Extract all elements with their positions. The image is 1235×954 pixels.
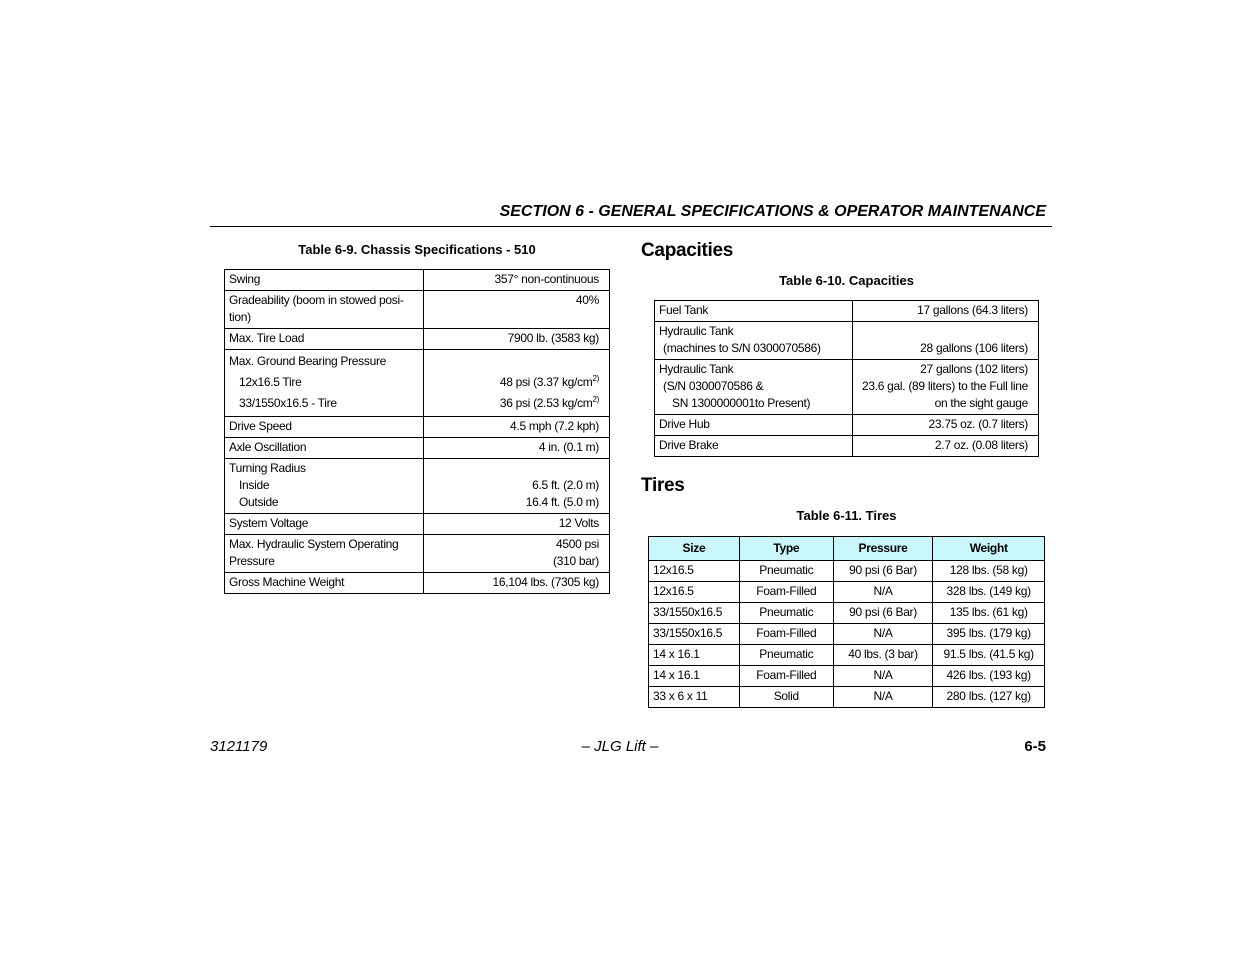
tire-pressure: N/A [833, 666, 933, 687]
row-value: 12 Volts [423, 514, 610, 535]
table-row [649, 666, 1045, 687]
row-label [225, 459, 424, 514]
row-value: 28 gallons (106 liters) [852, 322, 1038, 360]
tire-pressure: 40 lbs. (3 bar) [833, 645, 933, 666]
row-sublabel: Outside [239, 495, 279, 509]
row-label [225, 535, 424, 573]
row-sublabel: 33/1550x16.5 - Tire [239, 396, 337, 410]
row-label: Swing [225, 270, 424, 291]
tire-type: Pneumatic [739, 645, 833, 666]
tire-type: Pneumatic [739, 603, 833, 624]
table-row [655, 436, 1039, 457]
capacities-table [654, 300, 1039, 457]
column-header-type: Type [739, 537, 833, 561]
row-sublabel: 12x16.5 Tire [239, 375, 302, 389]
tire-size: 14 x 16.1 [649, 666, 740, 687]
tire-pressure: N/A [833, 582, 933, 603]
row-value-line: 36 psi (2.53 $kg/cm^{2)}$ [499, 395, 599, 410]
row-value: 17 gallons (64.3 liters) [852, 301, 1038, 322]
table-row [225, 329, 610, 350]
row-label-line: Max. Hydraulic System Operating [229, 537, 399, 551]
table-row [649, 561, 1045, 582]
tires-heading: Tires [641, 475, 685, 496]
page-header [210, 200, 1052, 227]
table-row [649, 624, 1045, 645]
table-row [649, 645, 1045, 666]
tire-size: 33/1550x16.5 [649, 624, 740, 645]
row-label: Max. Tire Load [225, 329, 424, 350]
row-label [225, 350, 424, 417]
row-label-line: (S/N 0300070586 & [663, 379, 764, 393]
row-value-line: (310 bar) [553, 554, 599, 568]
row-value-line: 48 psi (3.37 $kg/cm^{2)}$ [499, 374, 599, 389]
row-value [852, 360, 1038, 415]
row-value: 23.75 oz. (0.7 liters) [852, 415, 1038, 436]
row-label-line: (machines to S/N 0300070586) [663, 341, 821, 355]
table-row [655, 301, 1039, 322]
table-row [649, 582, 1045, 603]
table-row [225, 291, 610, 329]
doc-number: 3121179 [210, 738, 268, 755]
tire-type: Solid [739, 687, 833, 708]
table-row [225, 417, 610, 438]
table-header-row [649, 537, 1045, 561]
row-value: 357° non-continuous [423, 270, 610, 291]
table-row [225, 350, 610, 417]
tire-weight: 280 lbs. (127 kg) [933, 687, 1045, 708]
table-row [655, 415, 1039, 436]
row-label: Gross Machine Weight [225, 573, 424, 594]
row-label-line: Hydraulic Tank [659, 324, 734, 338]
tire-weight: 426 lbs. (193 kg) [933, 666, 1045, 687]
table-row [225, 573, 610, 594]
row-label-line: Pressure [229, 554, 275, 568]
table-row [225, 514, 610, 535]
tire-type: Pneumatic [739, 561, 833, 582]
tire-size: 33 x 6 x 11 [649, 687, 740, 708]
tire-type: Foam-Filled [739, 666, 833, 687]
table-row [225, 270, 610, 291]
row-label [225, 291, 424, 329]
tire-size: 33/1550x16.5 [649, 603, 740, 624]
row-value: 4 in. (0.1 m) [423, 438, 610, 459]
table-row [225, 459, 610, 514]
table-row [649, 603, 1045, 624]
row-label-line: Turning Radius [229, 461, 306, 475]
tire-size: 14 x 16.1 [649, 645, 740, 666]
tire-type: Foam-Filled [739, 582, 833, 603]
row-label: Axle Oscillation [225, 438, 424, 459]
row-value-line: on the sight gauge [934, 396, 1028, 410]
row-value [423, 350, 610, 417]
row-value-line: 27 gallons (102 liters) [920, 362, 1028, 376]
row-label-line: SN 1300000001to Present) [672, 396, 811, 410]
table-row [225, 535, 610, 573]
row-label [655, 322, 853, 360]
table-row [225, 438, 610, 459]
row-value: 4.5 mph (7.2 kph) [423, 417, 610, 438]
row-value: 16,104 lbs. (7305 kg) [423, 573, 610, 594]
row-value-line: 6.5 ft. (2.0 m) [532, 478, 599, 492]
tire-size: 12x16.5 [649, 561, 740, 582]
column-header-pressure: Pressure [833, 537, 933, 561]
tire-weight: 395 lbs. (179 kg) [933, 624, 1045, 645]
tire-weight: 91.5 lbs. (41.5 kg) [933, 645, 1045, 666]
row-label-line: tion) [229, 310, 251, 324]
table-row [655, 322, 1039, 360]
row-label: Drive Hub [655, 415, 853, 436]
row-label-line: Gradeability (boom in stowed posi- [229, 293, 404, 307]
chassis-specifications-table [224, 269, 610, 594]
tire-weight: 328 lbs. (149 kg) [933, 582, 1045, 603]
row-value-line: 4500 psi [556, 537, 599, 551]
tire-weight: 135 lbs. (61 kg) [933, 603, 1045, 624]
tire-type: Foam-Filled [739, 624, 833, 645]
row-value: 7900 lb. (3583 kg) [423, 329, 610, 350]
tire-weight: 128 lbs. (58 kg) [933, 561, 1045, 582]
table-row [655, 360, 1039, 415]
row-label: Fuel Tank [655, 301, 853, 322]
tire-pressure: 90 psi (6 Bar) [833, 603, 933, 624]
tires-table [648, 536, 1045, 708]
row-value: 40% [423, 291, 610, 329]
row-value: 2.7 oz. (0.08 liters) [852, 436, 1038, 457]
page-number: 6-5 [1024, 738, 1046, 755]
row-label: Drive Speed [225, 417, 424, 438]
row-label [655, 360, 853, 415]
row-value-line: 16.4 ft. (5.0 m) [525, 495, 599, 509]
row-label: Drive Brake [655, 436, 853, 457]
row-value [423, 459, 610, 514]
row-sublabel: Inside [239, 478, 270, 492]
tire-pressure: N/A [833, 687, 933, 708]
footer-center-text: – JLG Lift – [581, 738, 659, 755]
capacities-table-caption: Table 6-10. Capacities [779, 273, 914, 288]
capacities-heading: Capacities [641, 240, 734, 261]
table-row [649, 687, 1045, 708]
tires-table-caption: Table 6-11. Tires [796, 508, 897, 523]
chassis-table-caption: Table 6-9. Chassis Specifications - 510 [298, 242, 536, 257]
row-value-line: 23.6 gal. (89 liters) to the Full line [861, 379, 1028, 393]
tire-pressure: N/A [833, 624, 933, 645]
column-header-size: Size [649, 537, 740, 561]
row-label: System Voltage [225, 514, 424, 535]
row-label-line: Hydraulic Tank [659, 362, 734, 376]
tire-pressure: 90 psi (6 Bar) [833, 561, 933, 582]
section-title: SECTION 6 - GENERAL SPECIFICATIONS & OPERATOR MAINTENANCE [499, 203, 1046, 220]
column-header-weight: Weight [933, 537, 1045, 561]
tire-size: 12x16.5 [649, 582, 740, 603]
row-value [423, 535, 610, 573]
row-label-line: Max. Ground Bearing Pressure [229, 354, 387, 368]
